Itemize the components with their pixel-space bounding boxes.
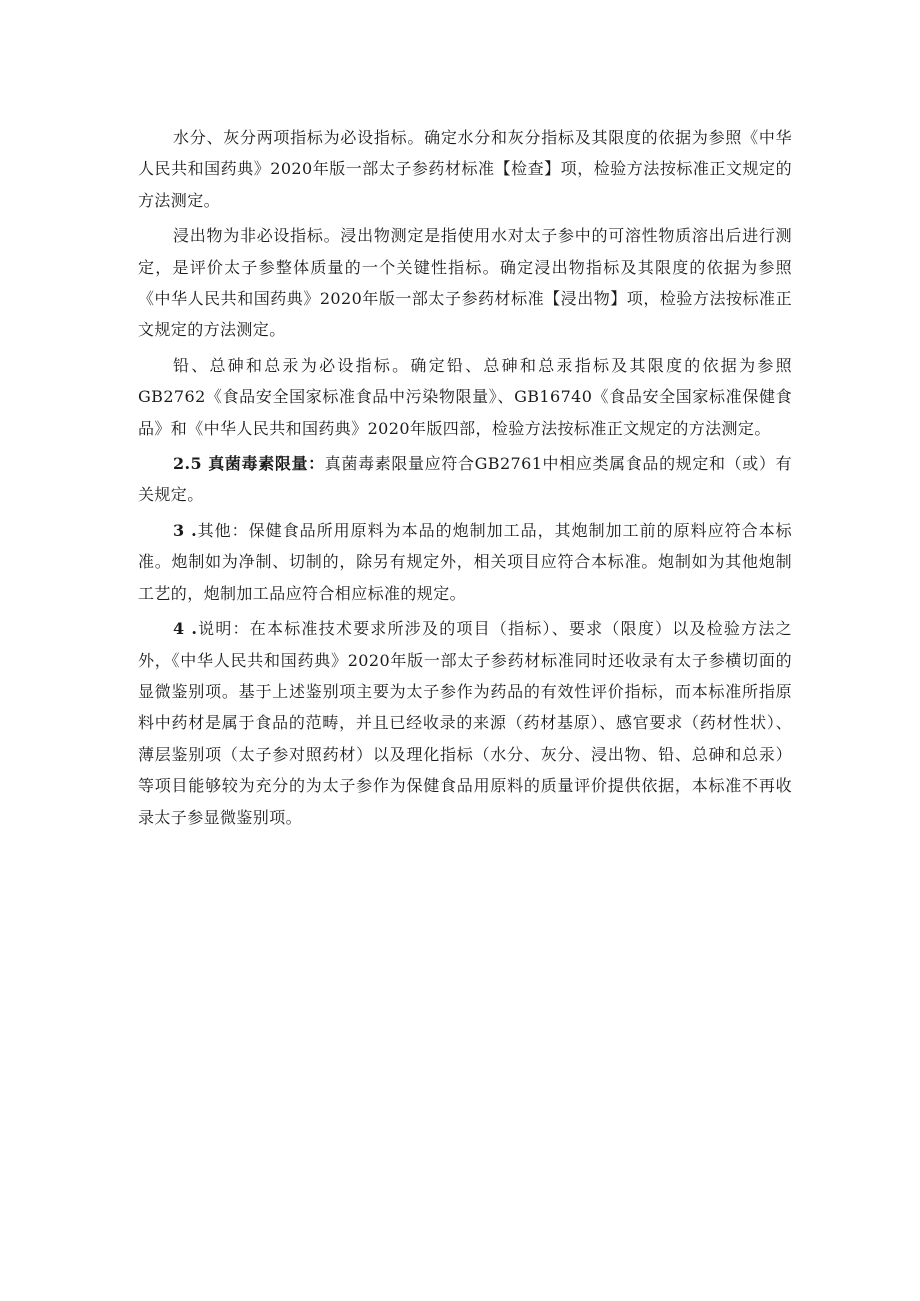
paragraph-text: 铅、总砷和总汞为必设指标。确定铅、总砷和总汞指标及其限度的依据为参照GB2762《食品安全国家标准食品中污染物限量》、GB16740《食品安全国家标准保健食品》和《中华人民共和国药典》2020年版四部，检验方法按标准正文规定的方法测定。 xyxy=(138,355,792,438)
paragraph-text: 水分、灰分两项指标为必设指标。确定水分和灰分指标及其限度的依据为参照《中华人民共和国药典》2020年版一部太子参药材标准【检查】项，检验方法按标准正文规定的方法测定。 xyxy=(138,128,792,210)
paragraph-text: 浸出物为非必设指标。浸出物测定是指使用水对太子参中的可溶性物质溶出后进行测定，是评价太子参整体质量的一个关键性指标。确定浸出物指标及其限度的依据为参照《中华人民共和国药典》2020年版一部太子参药材标准【浸出物】项，检验方法按标准正文规定的方法测定。 xyxy=(138,226,792,340)
document-page xyxy=(138,122,792,837)
paragraph-moisture-ash xyxy=(138,122,792,216)
paragraph-extractives xyxy=(138,220,792,346)
paragraph-text: 其他：保健食品所用原料为本品的炮制加工品，其炮制加工前的原料应符合本标准。炮制如为净制、切制的，除另有规定外，相关项目应符合本标准。炮制如为其他炮制工艺的，炮制加工品应符合相应标准的规定。 xyxy=(138,520,792,603)
paragraph-notes xyxy=(138,613,792,833)
section-heading: 2.5 真菌毒素限量： xyxy=(173,454,325,474)
section-number: 3 . xyxy=(173,520,198,540)
paragraph-heavy-metals xyxy=(138,350,792,444)
section-number: 4 . xyxy=(173,619,198,639)
paragraph-other xyxy=(138,515,792,609)
paragraph-text: 真菌毒素限量应符合GB2761中相应类属食品的规定和（或）有关规定。 xyxy=(138,454,792,505)
paragraph-mycotoxin xyxy=(138,448,792,511)
paragraph-text: 说明：在本标准技术要求所涉及的项目（指标）、要求（限度）以及检验方法之外，《中华人民共和国药典》2020年版一部太子参药材标准同时还收录有太子参横切面的显微鉴别项。基于上述鉴别项主要为太子参作为药品的有效性评价指标，而本标准所指原料中药材是属于食品的范畴，并且已经收录的来源（药材基原）、感官要求（药材性状）、薄层鉴别项（太子参对照药材）以及理化指标（水分、灰分、浸出物、铅、总砷和总汞）等项目能够较为充分的为太子参作为保健食品用原料的质量评价提供依据，本标准不再收录太子参显微鉴别项。 xyxy=(138,619,792,827)
